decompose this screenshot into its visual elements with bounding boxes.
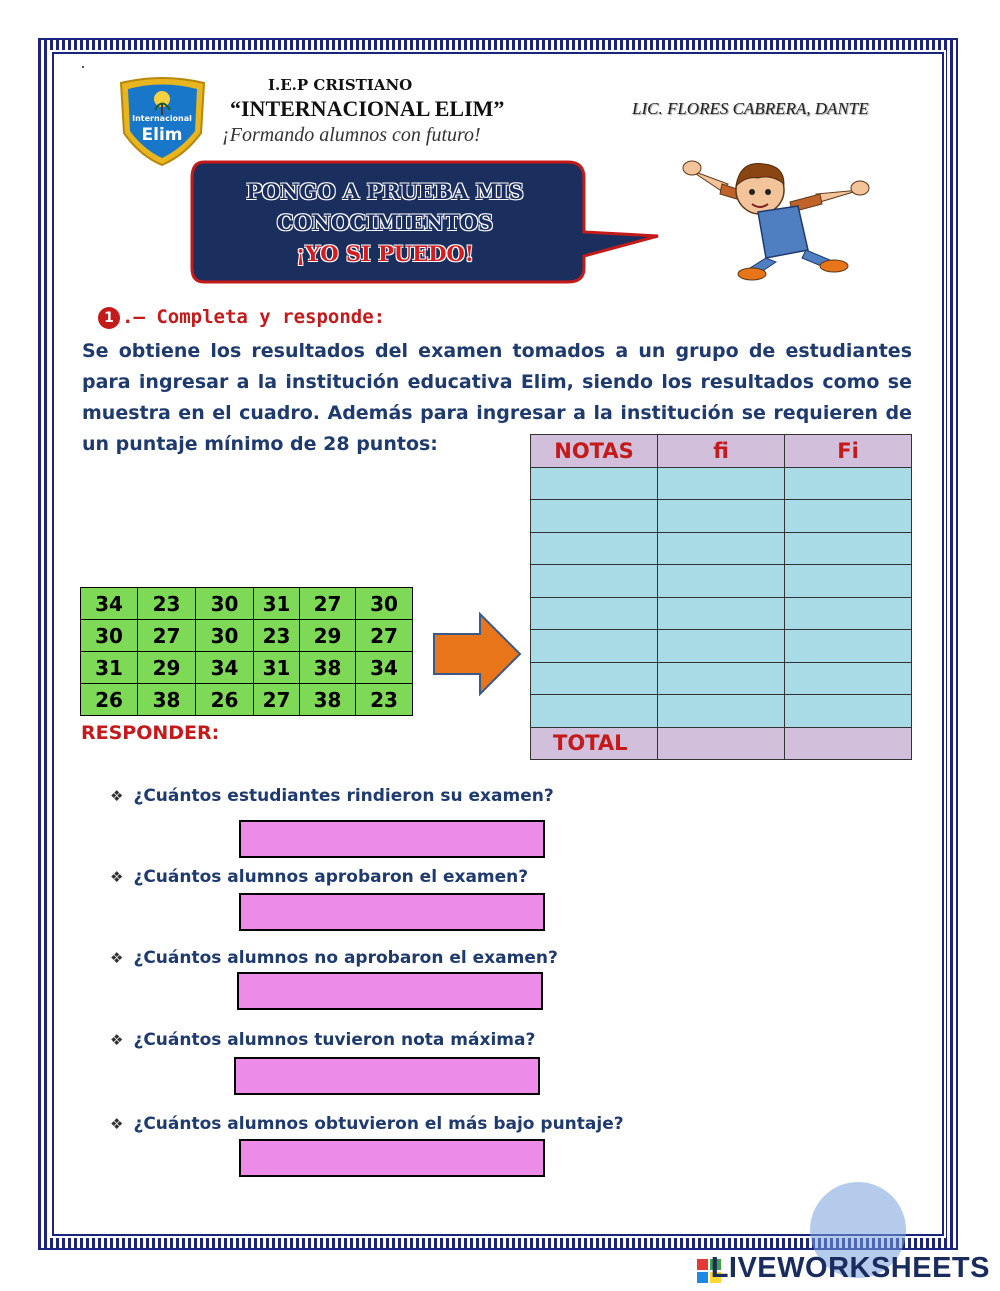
- diamond-bullet-icon: ❖: [110, 1115, 124, 1133]
- freq-cell[interactable]: [658, 597, 785, 630]
- score-cell: 34: [356, 652, 413, 684]
- question-number: 1: [98, 307, 120, 329]
- score-cell: 38: [300, 652, 356, 684]
- scores-row: [81, 684, 413, 716]
- freq-cell[interactable]: [658, 662, 785, 695]
- question-item: [110, 948, 558, 968]
- watermark: LIVEWORKSHEETS: [710, 1252, 990, 1284]
- freq-cell[interactable]: [531, 630, 658, 663]
- freq-cell[interactable]: [658, 467, 785, 500]
- score-cell: 23: [138, 588, 196, 620]
- score-cell: 23: [356, 684, 413, 716]
- score-cell: 27: [254, 684, 300, 716]
- logo-text: Elim: [141, 125, 183, 145]
- svg-text:Internacional: Internacional: [132, 114, 192, 123]
- freq-cell[interactable]: [531, 500, 658, 533]
- question-text: ¿Cuántos alumnos tuvieron nota máxima?: [133, 1030, 536, 1050]
- freq-cell[interactable]: [658, 500, 785, 533]
- answer-input-2[interactable]: [239, 893, 545, 931]
- question-title: [98, 306, 385, 329]
- question-item: [110, 867, 528, 887]
- freq-cell[interactable]: [658, 565, 785, 598]
- question-title-text: .– Completa y responde:: [122, 306, 386, 328]
- question-text: ¿Cuántos alumnos obtuvieron el más bajo puntaje?: [133, 1114, 624, 1134]
- score-cell: 30: [196, 588, 254, 620]
- freq-cell[interactable]: [531, 532, 658, 565]
- total-Fi-cell[interactable]: [785, 727, 912, 760]
- freq-cell[interactable]: [785, 565, 912, 598]
- total-label: TOTAL: [531, 727, 658, 760]
- freq-cell[interactable]: [785, 467, 912, 500]
- school-logo: [115, 75, 210, 167]
- freq-cell[interactable]: [531, 597, 658, 630]
- question-text: ¿Cuántos alumnos aprobaron el examen?: [133, 867, 529, 887]
- scores-row: [81, 620, 413, 652]
- freq-row: [531, 532, 912, 565]
- score-cell: 38: [138, 684, 196, 716]
- score-cell: 38: [300, 684, 356, 716]
- score-cell: 31: [254, 652, 300, 684]
- score-cell: 26: [196, 684, 254, 716]
- header-notas: NOTAS: [531, 435, 658, 468]
- freq-cell[interactable]: [658, 695, 785, 728]
- freq-row: [531, 695, 912, 728]
- banner-text: [200, 176, 570, 269]
- freq-cell[interactable]: [785, 630, 912, 663]
- answer-input-5[interactable]: [239, 1139, 545, 1177]
- diamond-bullet-icon: ❖: [110, 949, 124, 967]
- question-item: [110, 1114, 624, 1134]
- freq-cell[interactable]: [658, 532, 785, 565]
- school-line1: I.E.P CRISTIANO: [268, 76, 413, 94]
- score-cell: 30: [196, 620, 254, 652]
- stray-dot: [82, 66, 84, 68]
- banner-line2: CONOCIMIENTOS: [276, 210, 494, 235]
- respond-label: RESPONDER:: [81, 722, 220, 744]
- scores-grid: [80, 587, 413, 716]
- banner-line3: ¡YO SI PUEDO!: [296, 241, 474, 266]
- score-cell: 27: [356, 620, 413, 652]
- answer-input-1[interactable]: [239, 820, 545, 858]
- school-name: “INTERNACIONAL ELIM”: [230, 96, 505, 121]
- freq-row: [531, 597, 912, 630]
- total-fi-cell[interactable]: [658, 727, 785, 760]
- freq-row: [531, 630, 912, 663]
- jumping-kid-illustration: [680, 150, 870, 285]
- question-text: ¿Cuántos alumnos no aprobaron el examen?: [133, 948, 558, 968]
- freq-cell[interactable]: [531, 662, 658, 695]
- freq-row: [531, 500, 912, 533]
- diamond-bullet-icon: ❖: [110, 868, 124, 886]
- answer-input-4[interactable]: [234, 1057, 540, 1095]
- question-item: [110, 1030, 535, 1050]
- freq-cell[interactable]: [785, 662, 912, 695]
- score-cell: 29: [138, 652, 196, 684]
- banner-line1: PONGO A PRUEBA MIS: [246, 179, 524, 204]
- freq-cell[interactable]: [658, 630, 785, 663]
- school-motto: ¡Formando alumnos con futuro!: [222, 124, 481, 146]
- diamond-bullet-icon: ❖: [110, 1031, 124, 1049]
- freq-cell[interactable]: [785, 695, 912, 728]
- freq-cell[interactable]: [785, 532, 912, 565]
- freq-row: [531, 467, 912, 500]
- freq-cell[interactable]: [531, 467, 658, 500]
- header-fi: fi: [658, 435, 785, 468]
- freq-header-row: [531, 435, 912, 468]
- frequency-table: [530, 434, 912, 760]
- score-cell: 31: [254, 588, 300, 620]
- score-cell: 26: [81, 684, 138, 716]
- freq-row: [531, 662, 912, 695]
- scores-row: [81, 652, 413, 684]
- freq-total-row: [531, 727, 912, 760]
- freq-cell[interactable]: [531, 695, 658, 728]
- right-arrow-icon: [432, 612, 524, 696]
- score-cell: 27: [138, 620, 196, 652]
- score-cell: 34: [81, 588, 138, 620]
- question-text: ¿Cuántos estudiantes rindieron su examen?: [133, 786, 554, 806]
- diamond-bullet-icon: ❖: [110, 787, 124, 805]
- score-cell: 27: [300, 588, 356, 620]
- freq-row: [531, 565, 912, 598]
- freq-cell[interactable]: [785, 597, 912, 630]
- problem-statement: Se obtiene los resultados del examen tomados a un grupo de estudiantes para ingresar a la institución educativa Elim, siendo los resultados como se muestra en el cuadro. Además para ingresar a la institución se requieren de un puntaje mínimo de 28 puntos:: [82, 340, 912, 455]
- score-cell: 30: [81, 620, 138, 652]
- answer-input-3[interactable]: [237, 972, 543, 1010]
- freq-cell[interactable]: [531, 565, 658, 598]
- score-cell: 29: [300, 620, 356, 652]
- teacher-name: LIC. FLORES CABRERA, DANTE: [632, 99, 869, 118]
- scores-row: [81, 588, 413, 620]
- score-cell: 34: [196, 652, 254, 684]
- score-cell: 30: [356, 588, 413, 620]
- score-cell: 23: [254, 620, 300, 652]
- header-Fi: Fi: [785, 435, 912, 468]
- question-item: [110, 786, 554, 806]
- freq-cell[interactable]: [785, 500, 912, 533]
- score-cell: 31: [81, 652, 138, 684]
